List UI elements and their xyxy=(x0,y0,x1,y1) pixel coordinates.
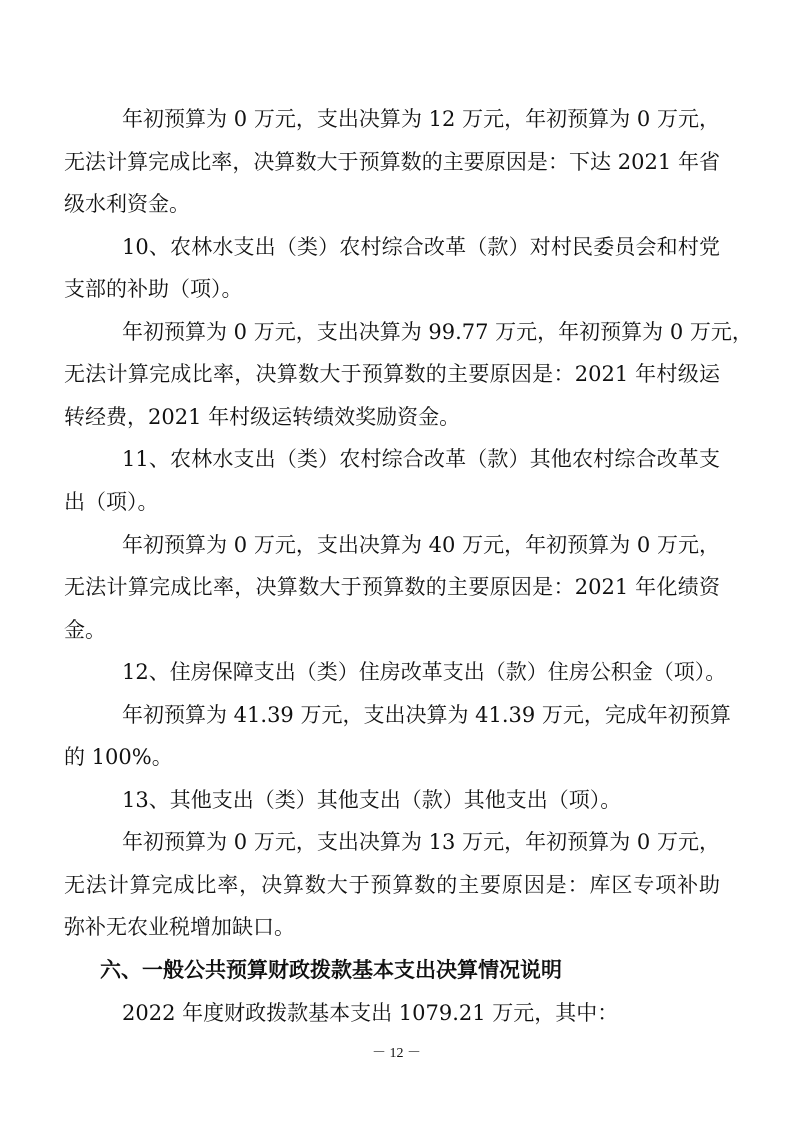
text-line: 的 100%。 xyxy=(64,745,173,770)
text-line: 弥补无农业税增加缺口。 xyxy=(64,915,295,940)
text-line: 12、住房保障支出（类）住房改革支出（款）住房公积金（项）。 xyxy=(122,660,727,685)
text-line: 年初预算为 41.39 万元，支出决算为 41.39 万元，完成年初预算 xyxy=(122,702,731,727)
text-line: 无法计算完成比率，决算数大于预算数的主要原因是：下达 2021 年省 xyxy=(64,149,720,174)
section-heading: 六、一般公共预算财政拨款基本支出决算情况说明 xyxy=(100,958,562,982)
text-line: 13、其他支出（类）其他支出（款）其他支出（项）。 xyxy=(122,787,622,812)
text-line: 支部的补助（项）。 xyxy=(64,277,243,302)
text-line: 级水利资金。 xyxy=(64,192,190,217)
text-line: 无法计算完成比率，决算数大于预算数的主要原因是：2021 年村级运 xyxy=(64,362,720,387)
text-line: 年初预算为 0 万元，支出决算为 40 万元，年初预算为 0 万元， xyxy=(122,532,720,557)
text-line: 无法计算完成比率，决算数大于预算数的主要原因是：库区专项补助 xyxy=(64,872,720,897)
text-line: 出（项）。 xyxy=(64,489,159,514)
text-line: 年初预算为 0 万元，支出决算为 12 万元，年初预算为 0 万元， xyxy=(122,107,720,131)
page-number: － 12 － xyxy=(372,1046,421,1061)
text-line: 11、农林水支出（类）农村综合改革（款）其他农村综合改革支 xyxy=(122,447,720,472)
text-line: 无法计算完成比率，决算数大于预算数的主要原因是：2021 年化绩资 xyxy=(64,575,720,600)
text-line: 年初预算为 0 万元，支出决算为 13 万元，年初预算为 0 万元， xyxy=(122,830,720,855)
text-line: 金。 xyxy=(64,617,106,642)
text-line: 2022 年度财政拨款基本支出 1079.21 万元，其中： xyxy=(122,1000,619,1025)
text-line: 年初预算为 0 万元，支出决算为 99.77 万元，年初预算为 0 万元， xyxy=(122,319,753,344)
text-line: 转经费，2021 年村级运转绩效奖励资金。 xyxy=(64,404,461,429)
text-line: 10、农林水支出（类）农村综合改革（款）对村民委员会和村党 xyxy=(122,234,720,259)
